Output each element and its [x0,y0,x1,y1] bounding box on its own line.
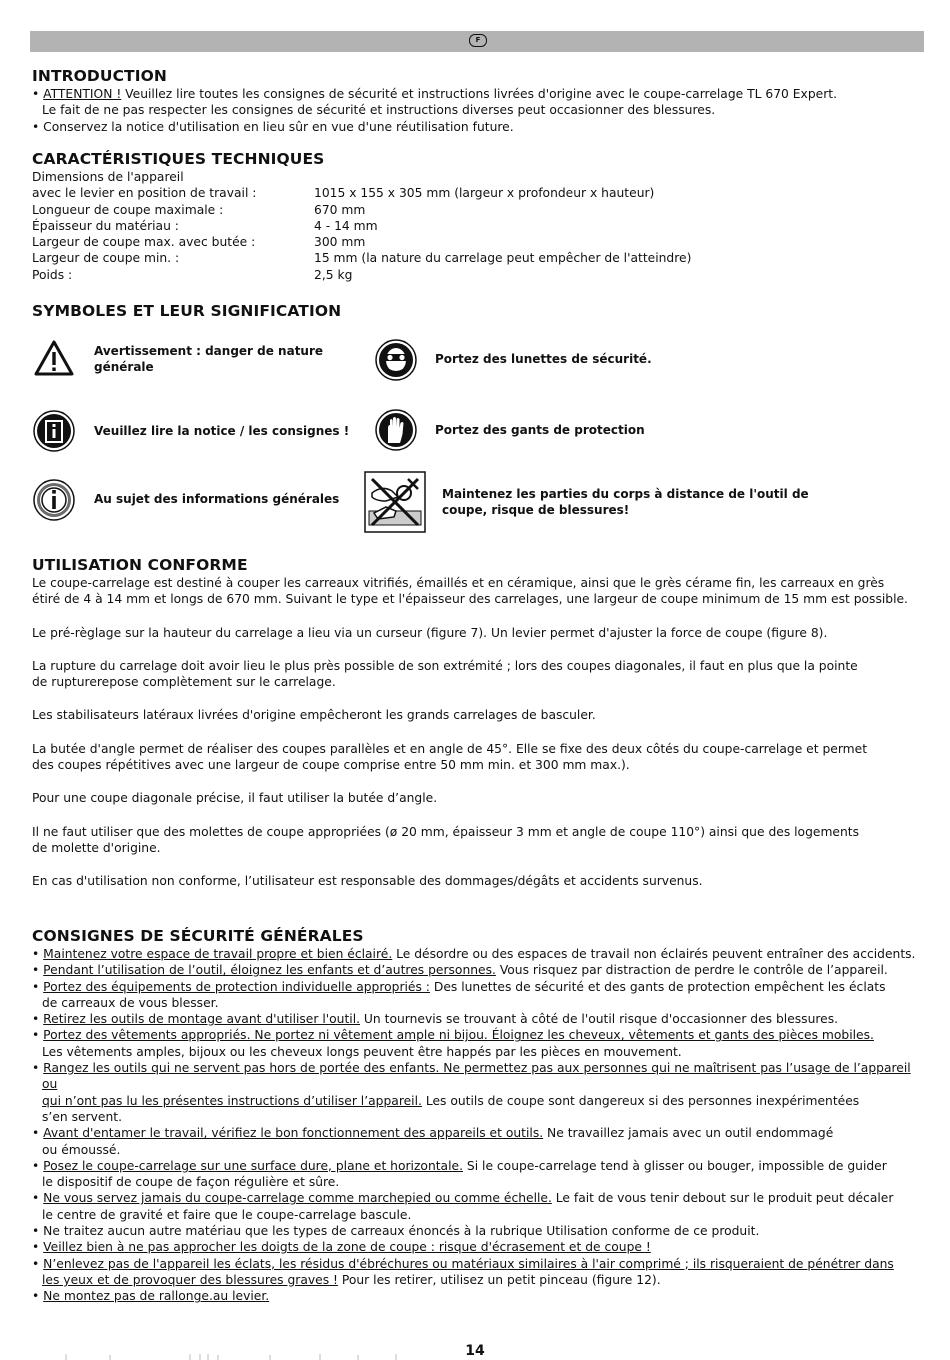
protective-gloves-icon [375,409,417,451]
safety-item-cont: Les vêtements amples, bijoux ou les cheveux longs peuvent être happés par les pièces en mouvement. [42,1044,682,1059]
spec-row [32,234,927,250]
spec-value: 4 - 14 mm [314,218,378,233]
intro-bullet-2: • Conservez la notice d'utilisation en lieu sûr en vue d'une réutilisation future. [32,119,514,134]
usage-p5a: La butée d'angle permet de réaliser des coupes parallèles et en angle de 45°. Elle se fixe des deux côtés du coupe-carrelage et permet [32,741,868,756]
safety-item-text: Le fait de vous tenir debout sur le produit peut décaler [551,1191,894,1206]
usage-p4: Les stabilisateurs latéraux livrées d'origine empêcheront les grands carrelages de basculer. [32,708,596,723]
specs-section [32,150,927,283]
safety-item-text: Les outils de coupe sont dangereux si des personnes inexpérimentées [421,1093,860,1108]
safety-item-cont [32,1272,927,1288]
safety-item-text: Ne travaillez jamais avec un outil endommagé [543,1126,834,1141]
symbol-gloves-label: Portez des gants de protection [435,423,645,437]
safety-item-emph: qui n’ont pas lu les présentes instructions d’utiliser l’appareil. [42,1093,422,1108]
usage-title: UTILISATION CONFORME [32,556,248,574]
safety-item-cont [32,1093,927,1109]
language-badge: F [469,34,487,47]
safety-item: • Avant d'entamer le travail, vérifiez le bon fonctionnement des appareils et outils. Ne travaillez jamais avec un outil endommagé [32,1126,834,1141]
spec-key: Poids : [32,267,73,282]
spec-row [32,202,927,218]
safety-item-text: Ne traitez aucun autre matériau que les types de carreaux énoncés à la rubrique Utilisation conforme de ce produit. [43,1224,760,1239]
read-manual-icon [33,410,75,452]
safety-item: • Portez des équipements de protection individuelle appropriés : Des lunettes de sécurité et des gants de protection empêchent les éclats [32,979,886,994]
usage-p3a: La rupture du carrelage doit avoir lieu le plus près possible de son extrémité ; lors des coupes diagonales, il faut en plus que la pointe [32,658,858,673]
spec-key: Longueur de coupe maximale : [32,202,224,217]
specs-title: CARACTÉRISTIQUES TECHNIQUES [32,150,325,168]
intro-bullet-1: • ATTENTION ! Veuillez lire toutes les consignes de sécurité et instructions livrées d'origine avec le coupe-carrelage TL 670 Expert. [32,87,837,101]
symbol-manual-label: Veuillez lire la notice / les consignes ! [94,424,350,438]
spec-value: 670 mm [314,202,366,217]
intro-section [32,67,927,135]
symbol-info-label: Au sujet des informations générales [94,492,340,506]
info-icon [33,479,75,521]
intro-title: INTRODUCTION [32,67,167,85]
safety-title: CONSIGNES DE SÉCURITÉ GÉNÉRALES [32,927,364,945]
usage-section [32,556,927,890]
safety-item: • Ne montez pas de rallonge.au levier. [32,1289,270,1304]
safety-item-cont: s’en servent. [42,1109,122,1124]
symbol-keep-away-label: Maintenez les parties du corps à distance de l'outil de coupe, risque de blessures! [442,487,809,517]
safety-item-text: Le désordre ou des espaces de travail non éclairés peuvent entraîner des accidents. [392,947,916,961]
safety-item-cont: ou émoussé. [42,1142,121,1157]
safety-item: • N’enlevez pas de l'appareil les éclats, les résidus d'ébréchures ou matériaux similaires à l'air comprimé ; ils risqueraient de pénétrer dans [32,1256,894,1271]
usage-p5b: des coupes répétitives avec une largeur de coupe comprise entre 50 mm min. et 300 mm max.). [32,758,630,773]
safety-item-cont: le dispositif de coupe de façon régulière et sûre. [42,1175,340,1190]
safety-item-emph: Maintenez votre espace de travail propre et bien éclairé. [43,947,393,961]
spec-row [32,250,927,266]
spec-key: avec le levier en position de travail : [32,186,257,201]
safety-item: • Retirez les outils de montage avant d'utiliser l'outil. Un tournevis se trouvant à côté de l'outil risque d'occasionner des blessures. [32,1012,839,1027]
specs-line0: Dimensions de l'appareil [32,170,184,184]
safety-item: • Rangez les outils qui ne servent pas hors de portée des enfants. Ne permettez pas aux personnes qui ne maîtrisent pas l’usage de l’appareil ou [32,1061,911,1092]
usage-p1: Le coupe-carrelage est destiné à couper les carreaux vitrifiés, émaillés et en céramique, ainsi que le grès cérame fin, les carreaux en grès étiré de 4 à 14 mm et longs de 670 mm. Suivant le type et l'épaisseur des carrelages, une largeur de coupe minimum de 15 mm est possible. [32,576,908,607]
safety-item-text: Pour les retirer, utilisez un petit pinceau (figure 12). [337,1272,661,1287]
safety-item: • Ne traitez aucun autre matériau que les types de carreaux énoncés à la rubrique Utilisation conforme de ce produit. [32,1224,760,1239]
safety-item: • Pendant l’utilisation de l’outil, éloignez les enfants et d’autres personnes. Vous risquez par distraction de perdre le contrôle de l’appareil. [32,963,888,978]
symbols-section [32,302,927,321]
safety-item-emph: les yeux et de provoquer des blessures graves ! [42,1272,338,1287]
safety-item-text: Si le coupe-carrelage tend à glisser ou bouger, impossible de guider [462,1158,887,1173]
safety-item: • Portez des vêtements appropriés. Ne portez ni vêtement ample ni bijou. Éloignez les cheveux, vêtements et gants des pièces mobiles. [32,1028,874,1043]
safety-item-emph: Avant d'entamer le travail, vérifiez le bon fonctionnement des appareils et outils. [43,1126,544,1141]
spec-value: 2,5 kg [314,267,353,282]
spec-row [32,218,927,234]
usage-p6: Pour une coupe diagonale précise, il faut utiliser la butée d’angle. [32,791,438,806]
symbol-warning-label: Avertissement : danger de nature générale [94,344,324,374]
safety-item: • Posez le coupe-carrelage sur une surface dure, plane et horizontale. Si le coupe-carrelage tend à glisser ou bouger, impossible de guider [32,1158,887,1173]
spec-row [32,185,927,201]
attention-link: ATTENTION ! [43,87,122,101]
usage-p7a: Il ne faut utiliser que des molettes de coupe appropriées (ø 20 mm, épaisseur 3 mm et angle de coupe 110°) ainsi que des logements [32,824,860,839]
safety-item-emph: Portez des équipements de protection individuelle appropriés : [43,979,430,994]
symbols-title: SYMBOLES ET LEUR SIGNIFICATION [32,302,342,320]
safety-item-text: Vous risquez par distraction de perdre le contrôle de l’appareil. [495,963,888,978]
safety-item-emph: Portez des vêtements appropriés. Ne portez ni vêtement ample ni bijou. Éloignez les cheveux, vêtements et gants des pièces mobiles. [43,1028,874,1043]
spec-value: 300 mm [314,235,366,250]
spec-key: Épaisseur du matériau : [32,218,179,233]
page-number: 14 [465,1343,485,1359]
spec-value: 1015 x 155 x 305 mm (largeur x profondeur x hauteur) [314,186,655,201]
usage-p2: Le pré-règlage sur la hauteur du carrelage a lieu via un curseur (figure 7). Un levier permet d'ajuster la force de coupe (figure 8). [32,625,828,640]
safety-item-emph: N’enlevez pas de l'appareil les éclats, les résidus d'ébréchures ou matériaux similaires à l'air comprimé ; ils risqueraient de pénétrer dans [43,1256,894,1271]
safety-item: • Maintenez votre espace de travail propre et bien éclairé. Le désordre ou des espaces de travail non éclairés peuvent entraîner des accidents. [32,947,916,961]
intro-bullet-1-text: Veuillez lire toutes les consignes de sécurité et instructions livrées d'origine avec le coupe-carrelage TL 670 Expert. [121,87,837,101]
safety-item-cont: le centre de gravité et faire que le coupe-carrelage bascule. [42,1207,412,1222]
spec-key: Largeur de coupe max. avec butée : [32,235,256,250]
intro-bullet-2-text: Conservez la notice d'utilisation en lieu sûr en vue d'une réutilisation future. [43,119,514,134]
scan-artifact-marks [40,1352,410,1360]
safety-item-emph: Retirez les outils de montage avant d'utiliser l'outil. [43,1012,361,1027]
safety-section [32,927,927,1305]
safety-item: • Veillez bien à ne pas approcher les doigts de la zone de coupe : risque d'écrasement et de coupe ! [32,1240,651,1255]
spec-row [32,267,927,283]
warning-triangle-icon [34,339,74,377]
spec-key: Largeur de coupe min. : [32,251,180,266]
safety-glasses-icon [375,339,417,381]
safety-item: • Ne vous servez jamais du coupe-carrelage comme marchepied ou comme échelle. Le fait de vous tenir debout sur le produit peut décaler [32,1191,894,1206]
usage-p8: En cas d'utilisation non conforme, l’utilisateur est responsable des dommages/dégâts et accidents survenus. [32,874,703,889]
safety-item-text: Des lunettes de sécurité et des gants de protection empêchent les éclats [429,979,886,994]
keep-hands-away-icon [364,471,426,533]
safety-item-emph: Rangez les outils qui ne servent pas hors de portée des enfants. Ne permettez pas aux personnes qui ne maîtrisent pas l’usage de l’appareil ou [42,1061,911,1092]
safety-item-emph: Posez le coupe-carrelage sur une surface dure, plane et horizontale. [43,1158,463,1173]
safety-item-emph: Veillez bien à ne pas approcher les doigts de la zone de coupe : risque d'écrasement et de coupe ! [43,1240,651,1255]
intro-bullet-1-cont: Le fait de ne pas respecter les consignes de sécurité et instructions diverses peut occasionner des blessures. [42,103,716,118]
usage-p7b: de molette d'origine. [32,840,161,855]
safety-item-emph: Ne vous servez jamais du coupe-carrelage comme marchepied ou comme échelle. [43,1191,552,1206]
safety-item-text: Un tournevis se trouvant à côté de l'outil risque d'occasionner des blessures. [360,1012,839,1027]
safety-item-emph: Pendant l’utilisation de l’outil, éloignez les enfants et d’autres personnes. [43,963,496,978]
safety-item-cont: de carreaux de vous blesser. [42,995,219,1010]
safety-item-emph: Ne montez pas de rallonge.au levier. [43,1289,270,1304]
usage-p3b: de rupturerepose complètement sur le carrelage. [32,675,336,690]
spec-value: 15 mm (la nature du carrelage peut empêcher de l'atteindre) [314,251,692,266]
symbol-glasses-label: Portez des lunettes de sécurité. [435,352,652,366]
